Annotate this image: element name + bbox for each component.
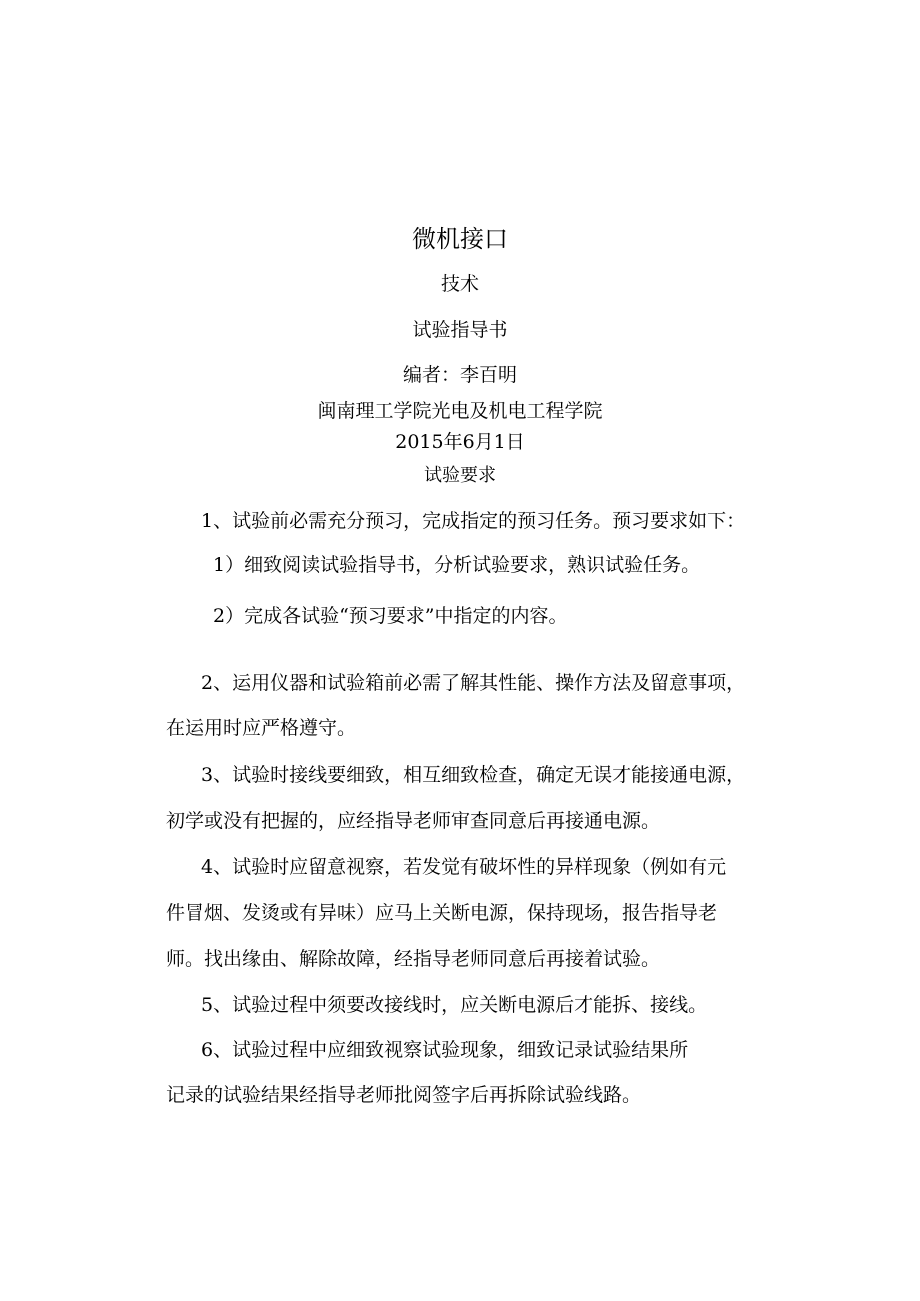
requirement-6-line-1: 6、试验过程中应细致视察试验现象，细致记录试验结果所 xyxy=(201,1039,689,1061)
document-date: 2015年6月1日 xyxy=(395,431,525,453)
requirement-1-sub-1: 1）细致阅读试验指导书，分析试验要求，熟识试验任务。 xyxy=(213,554,701,576)
requirement-1: 1、试验前必需充分预习，完成指定的预习任务。预习要求如下： xyxy=(201,510,746,532)
requirements-heading: 试验要求 xyxy=(424,465,496,486)
requirement-3-line-2: 初学或没有把握的，应经指导老师审查同意后再接通电源。 xyxy=(166,810,661,832)
requirement-3-line-1: 3、试验时接线要细致，相互细致检查，确定无误才能接通电源， xyxy=(201,764,746,786)
document-author: 编者：李百明 xyxy=(402,364,517,386)
requirement-2-line-1: 2、运用仪器和试验箱前必需了解其性能、操作方法及留意事项， xyxy=(201,672,746,694)
requirement-5: 5、试验过程中须要改接线时，应关断电源后才能拆、接线。 xyxy=(201,994,708,1016)
document-subtitle-guide: 试验指导书 xyxy=(412,319,508,341)
requirement-1-sub-2: 2）完成各试验“预习要求”中指定的内容。 xyxy=(213,605,568,627)
requirement-4-line-1: 4、试验时应留意视察，若发觉有破坏性的异样现象（例如有元 xyxy=(201,856,727,878)
requirement-2-line-2: 在运用时应严格遵守。 xyxy=(166,717,357,739)
requirement-4-line-2: 件冒烟、发烫或有异味）应马上关断电源，保持现场，报告指导老 xyxy=(166,902,718,924)
document-institution: 闽南理工学院光电及机电工程学院 xyxy=(317,400,603,422)
document-subtitle-technology: 技术 xyxy=(440,273,479,295)
document-title: 微机接口 xyxy=(412,225,508,253)
requirement-6-line-2: 记录的试验结果经指导老师批阅签字后再拆除试验线路。 xyxy=(166,1084,642,1106)
requirement-4-line-3: 师。找出缘由、解除故障，经指导老师同意后再接着试验。 xyxy=(166,948,661,970)
